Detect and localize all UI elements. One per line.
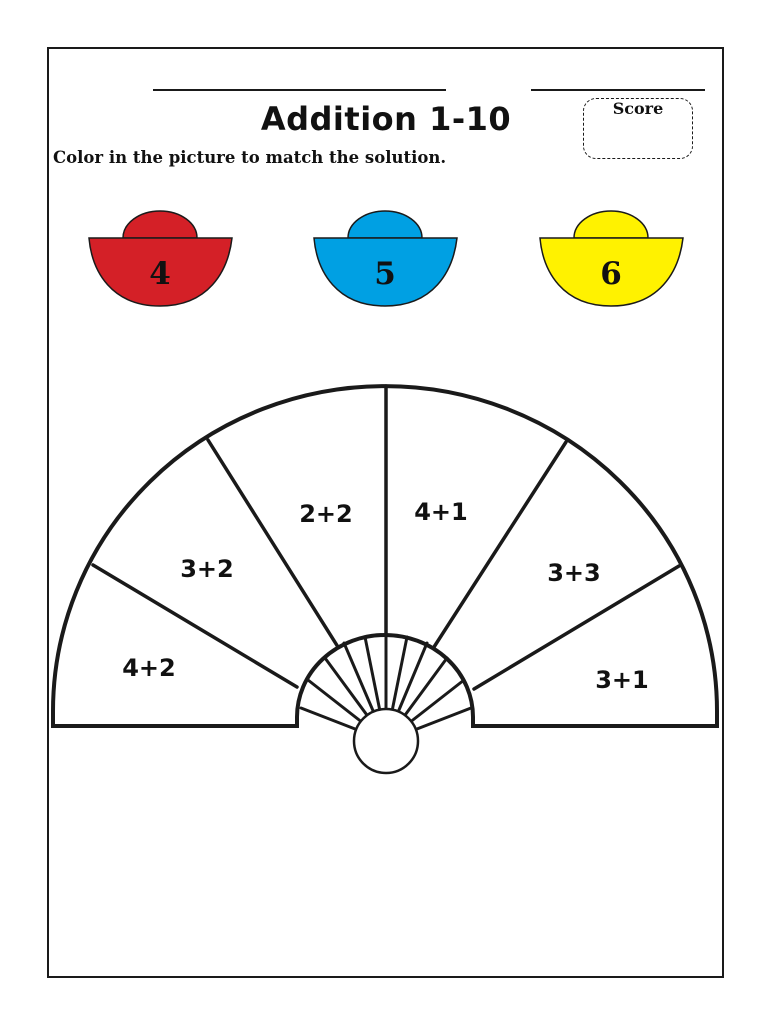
fan-segment-2-label: 3+2 bbox=[180, 555, 234, 583]
fan-segment-5-label: 3+3 bbox=[547, 559, 601, 587]
worksheet-title: Addition 1-10 bbox=[260, 100, 512, 138]
fan-picture bbox=[53, 386, 717, 773]
bowl-1-dome bbox=[123, 211, 197, 238]
bowl-2-dome bbox=[348, 211, 422, 238]
color-key-bowl-2 bbox=[314, 211, 457, 306]
bowl-1-number: 4 bbox=[149, 256, 171, 292]
color-key-bowl-3 bbox=[540, 211, 683, 306]
fan-segment-3-label: 2+2 bbox=[299, 500, 353, 528]
bowl-3-number: 6 bbox=[600, 256, 622, 292]
fan-segment-4-label: 4+1 bbox=[414, 498, 468, 526]
instruction-text: Color in the picture to match the solution. bbox=[53, 148, 447, 167]
fan-segment-1-label: 4+2 bbox=[122, 654, 176, 682]
fan-pivot-circle bbox=[354, 709, 418, 773]
score-label: Score bbox=[612, 99, 664, 118]
fan-segment-6-label: 3+1 bbox=[595, 666, 649, 694]
color-key-bowl-1 bbox=[89, 211, 232, 306]
bowl-3-dome bbox=[574, 211, 648, 238]
bowl-2-number: 5 bbox=[374, 256, 396, 292]
